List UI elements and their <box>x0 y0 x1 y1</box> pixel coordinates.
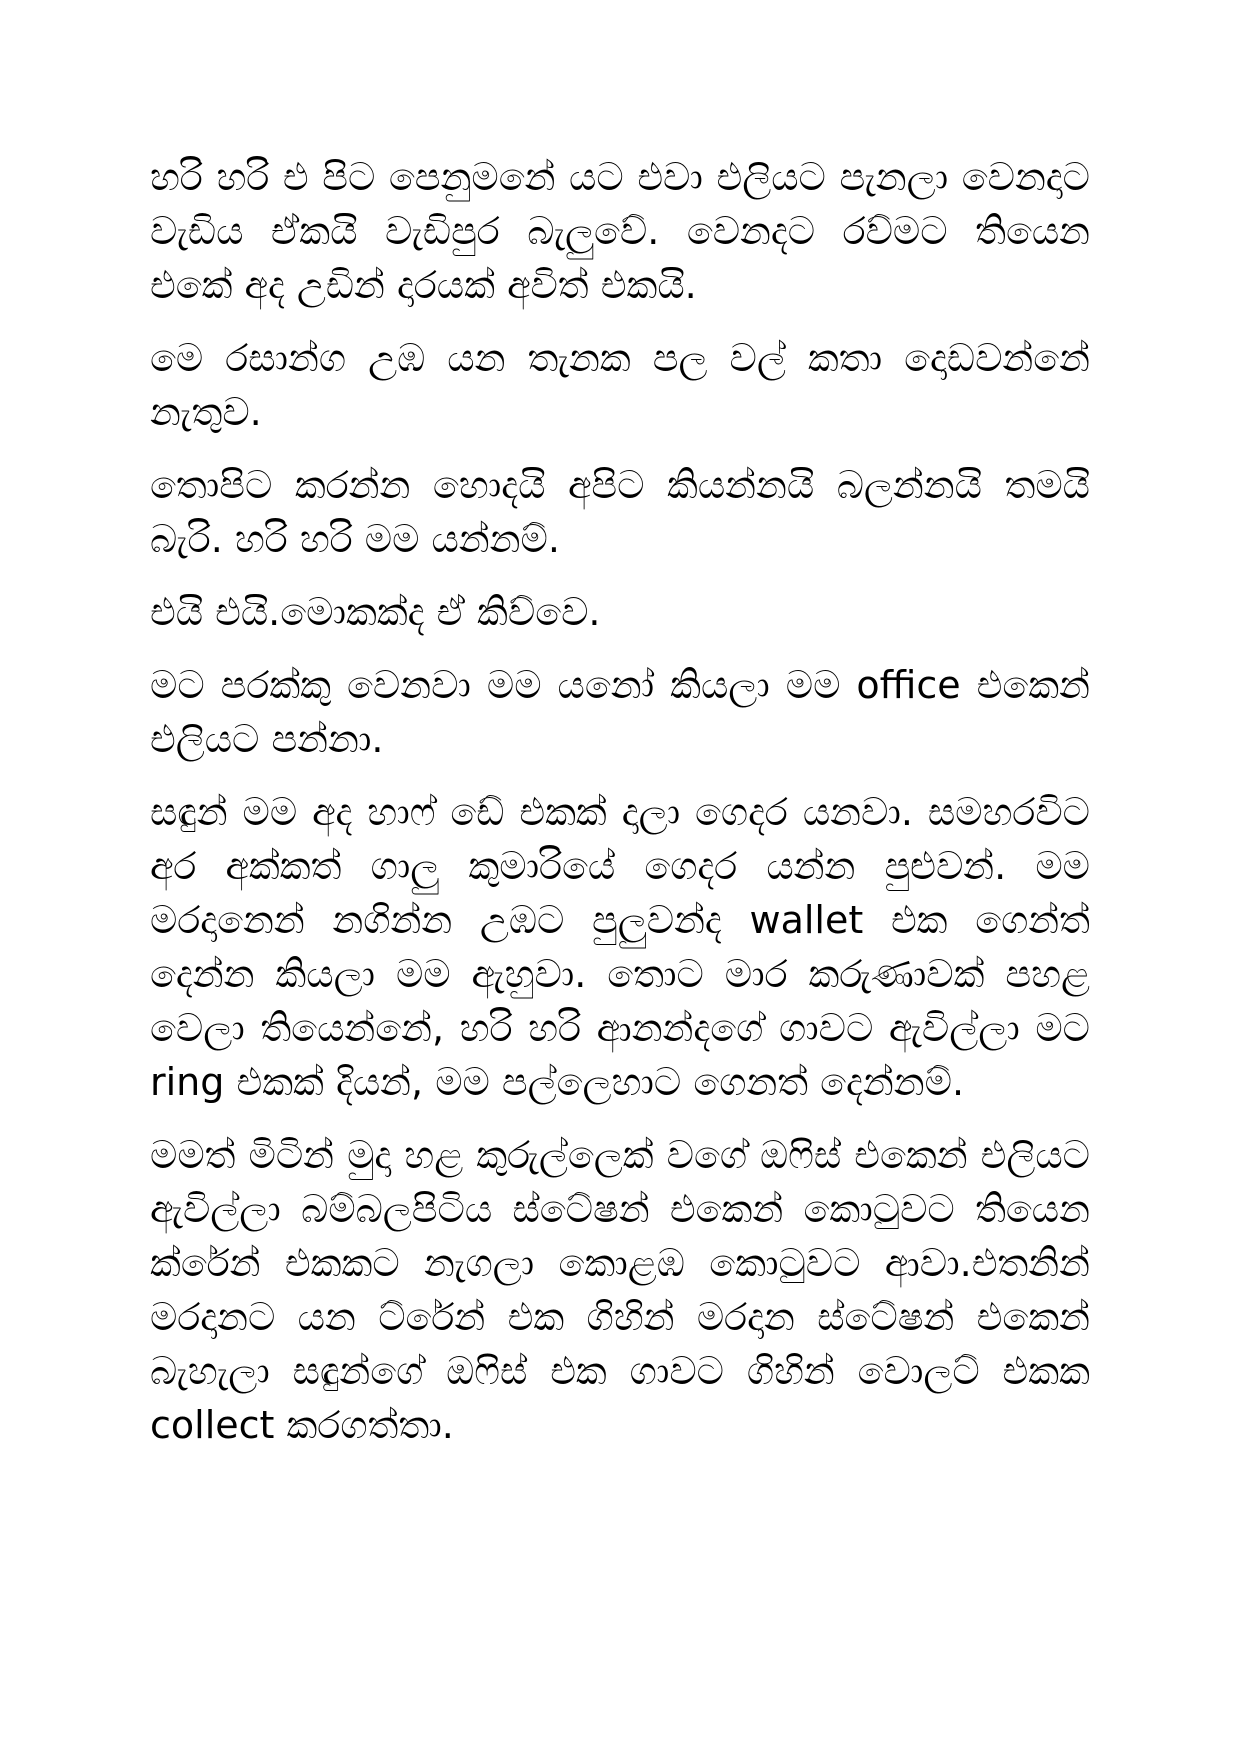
paragraph-3: තොපිට කරන්න හොදයි අපිට කියන්නයි බලන්නයි තමයි බැරි. හරි හරි මම යන්නම්. <box>150 463 1090 561</box>
paragraph-6: සඳුන් මම අද හාෆ් ඩේ එකක් දාලා ගෙදර යනවා. සමහරවිට අර අක්කත් ගාලු කුමාරියේ ගෙදර යන්න පුළුවන්. මම මරදානෙන් නගින්න උඹට පුලුවන්ද wallet එක ගෙන්ත් දෙන්න කියලා මම ඇහුවා. තොට මාර කරුණාවක් පහළ වෙලා තියෙන්නේ, හරි හරි ආනන්දගේ ගාවට ඇවිල්ලා මට ring එකක් දියන්, මම පල්ලෙහාට ගෙනත් දෙන්නම්. <box>150 790 1090 1104</box>
body-text <box>150 150 1090 1471</box>
paragraph-4: එයි එයි.මොකක්ද ඒ කිව්වෙ. <box>150 590 601 634</box>
paragraph-7: මමත් මිටින් මුදා හළ කුරුල්ලෙක් වගේ ඔෆිස් එකෙන් එලියට ඇවිල්ලා බම්බලපිටිය ස්ටේෂන් එකෙන් කොටුවට තියෙන ක්රේන් එකකට නැගලා කොළඹ කොටුවට ආවා.එතනින් මරදානට යන ට්රේන් එක ගිහින් මරදාන ස්ටේෂන් එකෙන් බැහැලා සඳුන්ගේ ඔෆිස් එක ගාවට ගිහින් වොලට් එකක collect කරගත්තා. <box>150 1133 1090 1447</box>
paragraph-2: මෙ රසාන්ග උඹ යන තැනක පල වල් කතා දොඩවන්නේ නැතුව. <box>150 336 1090 434</box>
paragraph-5: මට පරක්කු වෙනවා මම යනෝ කියලා මම office එකෙන් එලියට පන්නා. <box>150 663 1090 761</box>
paragraph-1: හරි හරි එ පිට පෙනුමනේ යට එවා එලියට පැනලා වෙනදාට වැඩිය ඒකයි වැඩිපුර බැලුවේ. වෙනදට රව්මට තියෙන එකේ අද උඩින් දාරයක් අවිත් එකයි. <box>150 155 1090 307</box>
